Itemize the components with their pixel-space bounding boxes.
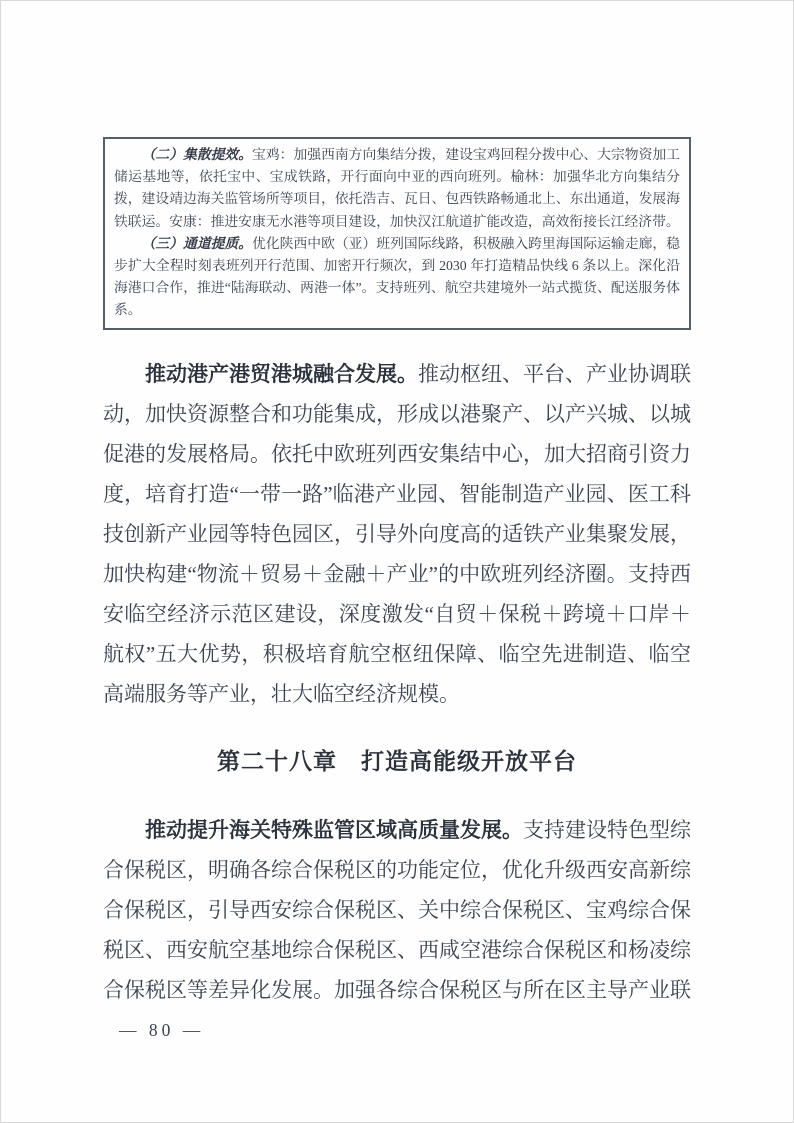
body-paragraph-1-text: 推动枢纽、平台、产业协调联动，加快资源整合和功能集成，形成以港聚产、以产兴城、以城促港的发展格局。依托中欧班列西安集结中心，加大招商引资力度，培育打造“一带一路”临港产业园、智能制造产业园、医工科技创新产业园等特色园区，引导外向度高的适铁产业集聚发展，加快构建“物流＋贸易＋金融＋产业”的中欧班列经济圈。支持西安临空经济示范区建设，深度激发“自贸＋保税＋跨境＋口岸＋航权”五大优势，积极培育航空枢纽保障、临空先进制造、临空高端服务等产业，壮大临空经济规模。: [103, 361, 691, 706]
notice-paragraph-3-text: 优化陕西中欧（亚）班列国际线路，积极融入跨里海国际运输走廊，稳步扩大全程时刻表班列开行范围、加密开行频次，到 2030 年打造精品快线 6 条以上。深化沿海港口合作，推进“陆海联动、两港一体”。支持班列、航空共建境外一站式揽货、配送服务体系。: [114, 235, 681, 318]
body-paragraph-2-text: 支持建设特色型综合保税区，明确各综合保税区的功能定位，优化升级西安高新综合保税区，引导西安综合保税区、关中综合保税区、宝鸡综合保税区、西安航空基地综合保税区、西咸空港综合保税区和杨凌综合保税区等差异化发展。加强各综合保税区与所在区主导产业联: [103, 817, 691, 1002]
body-paragraph-2-lead: 推动提升海关特殊监管区域高质量发展。: [145, 817, 523, 842]
body-paragraph-2: [103, 810, 691, 1010]
notice-paragraph-2-lead: （二）集散提效。: [141, 147, 253, 162]
body-paragraph-1-lead: 推动港产港贸港城融合发展。: [145, 361, 418, 386]
page-number: — 80 —: [119, 1019, 205, 1040]
notice-box: [103, 137, 691, 330]
body-paragraph-1: [103, 354, 691, 714]
notice-paragraph-2-text: 宝鸡：加强西南方向集结分拨，建设宝鸡回程分拨中心、大宗物资加工储运基地等，依托宝中、宝成铁路，开行面向中亚的西向班列。榆林：加强华北方向集结分拨，建设靖边海关监管场所等项目，依托浩吉、瓦日、包西铁路畅通北上、东出通道，发展海铁联运。安康：推进安康无水港等项目建设，加快汉江航道扩能改造，高效衔接长江经济带。: [114, 147, 681, 229]
chapter-heading: 第二十八章 打造高能级开放平台: [217, 747, 577, 774]
notice-paragraph-3-lead: （三）通道提质。: [141, 235, 253, 251]
notice-paragraph-2: [114, 144, 680, 233]
notice-paragraph-3: [114, 233, 680, 322]
